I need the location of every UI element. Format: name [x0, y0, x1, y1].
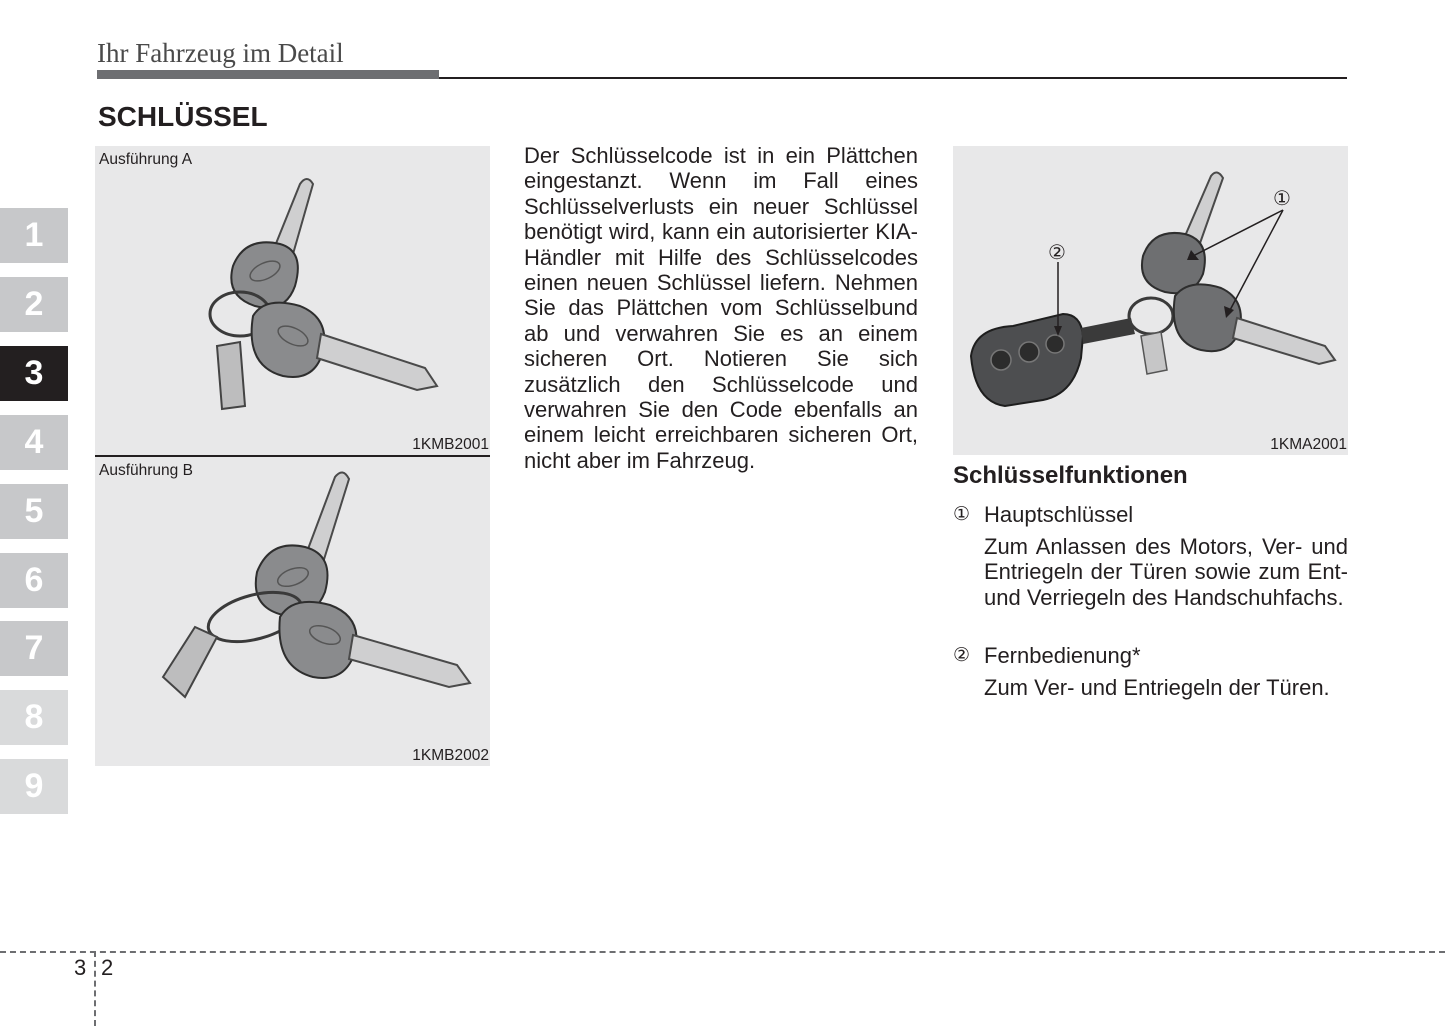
key-code-paragraph: Der Schlüsselcode ist in ein Plättchen eingestanzt. Wenn im Fall eines Schlüsselverlusts ein neuer Schlüssel benötigt wird, kann ein autorisierter KIA-Händler mit Hilfe des Schlüsselcodes einen neuen Schlüssel liefern. Nehmen Sie das Plättchen vom Schlüsselbund ab und verwahren Sie es an einem sicheren Ort. Notieren Sie sich zusätzlich den Schlüsselcode und verwahren Sie den Code ebenfalls an einem leicht erreichbaren sicheren Ort, nicht aber im Fahrzeug.	[524, 143, 918, 473]
chapter-tab-1[interactable]: 1	[0, 208, 68, 263]
chapter-tab-9[interactable]: 9	[0, 759, 68, 814]
figure-key-type-b	[95, 457, 490, 766]
header-rule	[439, 77, 1347, 79]
chapter-tab-2[interactable]: 2	[0, 277, 68, 332]
chapter-tab-3[interactable]: 3	[0, 346, 68, 401]
page-number: 2	[101, 955, 114, 980]
figure-key-type-a	[95, 146, 490, 455]
marker-main-key: ①	[1273, 188, 1291, 210]
function-label: Fernbedienung*	[984, 643, 1141, 668]
header-bar	[97, 70, 439, 79]
chapter-title: Ihr Fahrzeug im Detail	[97, 38, 344, 68]
chapter-tab-7[interactable]: 7	[0, 621, 68, 676]
chapter-tab-4[interactable]: 4	[0, 415, 68, 470]
function-description: Zum Anlassen des Motors, Ver- und Entriegeln der Türen sowie zum Ent- und Verriegeln des Handschuhfachs.	[984, 534, 1348, 610]
function-label: Hauptschlüssel	[984, 502, 1134, 527]
figure-c-code: 1KMA2001	[1270, 436, 1347, 453]
function-number: ①	[953, 504, 971, 525]
key-type-a-illustration	[95, 146, 490, 455]
figure-b-code: 1KMB2002	[412, 747, 489, 764]
functions-title: Schlüsselfunktionen	[953, 462, 1188, 489]
function-number: ②	[953, 645, 971, 666]
chapter-tab-5[interactable]: 5	[0, 484, 68, 539]
page-section-number: 3	[74, 955, 87, 980]
function-description: Zum Ver- und Entriegeln der Türen.	[984, 675, 1330, 700]
chapter-tab-6[interactable]: 6	[0, 553, 68, 608]
section-title: SCHLÜSSEL	[98, 101, 268, 132]
figure-b-caption: Ausführung B	[99, 462, 193, 479]
footer-divider	[94, 951, 96, 1026]
figure-a-code: 1KMB2001	[412, 436, 489, 453]
marker-remote: ②	[1048, 242, 1066, 264]
figure-a-caption: Ausführung A	[99, 151, 193, 168]
key-type-b-illustration	[95, 457, 490, 766]
chapter-tab-8[interactable]: 8	[0, 690, 68, 745]
figure-key-functions	[953, 146, 1348, 455]
footer-rule	[0, 951, 1445, 953]
